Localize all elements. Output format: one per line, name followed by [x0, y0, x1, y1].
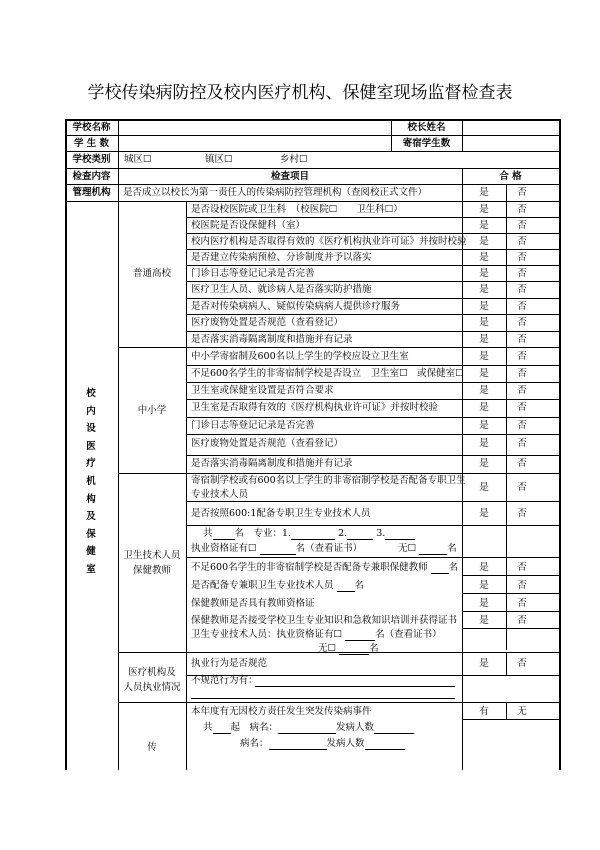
staff-item-1-line2: 专业技术人员	[191, 489, 249, 500]
higher-ed-item-3-no[interactable]: 否	[517, 236, 527, 247]
staff-item-5-yes[interactable]: 是	[479, 598, 489, 609]
outbreak-yes[interactable]: 有	[479, 706, 489, 717]
higher-ed-item-8-yes[interactable]: 是	[479, 317, 489, 328]
primary-secondary-item-7: 是否落实消毒隔离制度和措施并有记录	[191, 458, 353, 469]
higher-ed-item-1: 是否设校医院或卫生科 （校医院☐ 卫生科☐）	[191, 204, 403, 215]
higher-ed-item-6: 医疗卫生人员、就诊病人是否落实防护措施	[191, 284, 372, 295]
category-town-checkbox[interactable]: 镇区☐	[205, 154, 233, 165]
management-label: 管理机构	[72, 187, 111, 198]
higher-ed-item-6-yes[interactable]: 是	[479, 284, 489, 295]
health-staff-label-line1: 卫生技术人员	[123, 550, 181, 561]
staff-item-3-no[interactable]: 否	[517, 562, 527, 573]
higher-ed-item-7-yes[interactable]: 是	[479, 301, 489, 312]
primary-secondary-item-6: 医疗废物处置是否规范（查看登记）	[191, 438, 344, 449]
practice-label-line2: 人员执业情况	[123, 682, 181, 693]
primary-secondary-label: 中小学	[137, 405, 167, 416]
primary-secondary-item-2-yes[interactable]: 是	[479, 368, 489, 379]
primary-secondary-item-2-no[interactable]: 否	[517, 368, 527, 379]
primary-secondary-item-1-no[interactable]: 否	[517, 351, 527, 362]
staff-item-4-no[interactable]: 否	[517, 580, 527, 591]
column-pass-header: 合 格	[499, 171, 522, 182]
higher-ed-item-2-yes[interactable]: 是	[479, 220, 489, 231]
higher-ed-item-3-yes[interactable]: 是	[479, 236, 489, 247]
practice-item-1-no[interactable]: 否	[517, 658, 527, 669]
higher-ed-item-1-yes[interactable]: 是	[479, 204, 489, 215]
higher-ed-item-9-no[interactable]: 否	[517, 334, 527, 345]
primary-secondary-item-1-yes[interactable]: 是	[479, 351, 489, 362]
higher-ed-item-2: 校医院是否设保健科（室）	[191, 220, 306, 231]
primary-secondary-item-6-yes[interactable]: 是	[479, 438, 489, 449]
primary-secondary-item-7-no[interactable]: 否	[517, 458, 527, 469]
staff-item-7-none: 无☐ 名	[318, 643, 379, 654]
higher-ed-item-1-no[interactable]: 否	[517, 204, 527, 215]
practice-item-2: 不规范行为有：	[191, 675, 258, 686]
primary-secondary-item-3-no[interactable]: 否	[517, 385, 527, 396]
staff-item-1-no[interactable]: 否	[517, 482, 527, 493]
management-yes[interactable]: 是	[479, 187, 489, 198]
outbreak-item-1: 本年度有无因校方责任发生突发传染病事件	[191, 706, 372, 717]
staff-item-3: 不足600名学生的非寄宿制学校是否配备专兼职保健教师 名	[191, 562, 459, 573]
staff-item-4: 是否配备专兼职卫生专业技术人员 名	[191, 580, 365, 591]
higher-ed-item-3: 校内医疗机构是否取得有效的《医疗机构执业许可证》并按时校验	[191, 236, 467, 247]
primary-secondary-item-3: 卫生室或保健室设置是否符合要求	[191, 385, 334, 396]
primary-secondary-item-3-yes[interactable]: 是	[479, 385, 489, 396]
outbreak-no[interactable]: 无	[517, 706, 527, 717]
higher-ed-item-7: 是否对传染病病人、疑似传染病病人提供诊疗服务	[191, 301, 401, 312]
primary-secondary-item-2: 不足600名学生的非寄宿制学校是否设立 卫生室☐ 或保健室☐	[191, 368, 464, 379]
health-staff-label-line2: 保健教师	[132, 565, 171, 576]
outbreak-label: 传	[147, 742, 157, 753]
staff-item-3-yes[interactable]: 是	[479, 562, 489, 573]
staff-fill-line-1: 共 名 专业：1. 2. 3.	[203, 528, 415, 540]
higher-ed-item-9: 是否落实消毒隔离制度和措施并有记录	[191, 334, 353, 345]
staff-item-1-yes[interactable]: 是	[479, 482, 489, 493]
practice-item-1: 执业行为是否规范	[191, 658, 268, 669]
staff-item-6-yes[interactable]: 是	[479, 615, 489, 626]
staff-item-7: 卫生专业技术人员：执业资格证有☐ 名（查看证书）	[191, 629, 442, 640]
practice-label-line1: 医疗机构及	[128, 667, 176, 678]
higher-ed-item-2-no[interactable]: 否	[517, 220, 527, 231]
primary-secondary-item-5: 门诊日志等登记记录是否完善	[191, 420, 315, 431]
page-title: 学校传染病防控及校内医疗机构、保健室现场监督检查表	[87, 83, 513, 103]
column-item-header: 检查项目	[270, 171, 309, 182]
staff-item-1-line1: 寄宿制学校或有600名以上学生的非寄宿制学校是否配备专职卫生	[191, 475, 466, 486]
higher-ed-item-4: 是否建立传染病预检、分诊制度并予以落实	[191, 252, 372, 263]
higher-ed-item-8: 医疗废物处置是否规范（查看登记）	[191, 317, 344, 328]
higher-ed-item-8-no[interactable]: 否	[517, 317, 527, 328]
staff-item-2-no[interactable]: 否	[517, 508, 527, 519]
higher-ed-item-9-yes[interactable]: 是	[479, 334, 489, 345]
primary-secondary-item-7-yes[interactable]: 是	[479, 458, 489, 469]
outbreak-fill-line-1: 共 起 病名： 发病人数	[203, 722, 414, 734]
boarder-count-label: 寄宿学生数	[402, 138, 451, 149]
higher-ed-item-6-no[interactable]: 否	[517, 284, 527, 295]
staff-item-2-yes[interactable]: 是	[479, 508, 489, 519]
management-no[interactable]: 否	[517, 187, 527, 198]
category-rural-checkbox[interactable]: 乡村☐	[280, 154, 308, 165]
higher-ed-item-4-no[interactable]: 否	[517, 252, 527, 263]
section-label-medical: 校 内 设 医 疗 机 构 及 保 健 室	[86, 388, 96, 575]
primary-secondary-item-6-no[interactable]: 否	[517, 438, 527, 449]
school-name-label: 学校名称	[72, 122, 111, 133]
practice-item-1-yes[interactable]: 是	[479, 658, 489, 669]
primary-secondary-item-4-no[interactable]: 否	[517, 402, 527, 413]
category-urban-checkbox[interactable]: 城区☐	[124, 154, 152, 165]
staff-item-6-no[interactable]: 否	[517, 615, 527, 626]
outbreak-fill-line-2: 病名： 发病人数	[240, 738, 405, 750]
management-item: 是否成立以校长为第一责任人的传染病防控管理机构（查阅校正式文件）	[123, 187, 428, 198]
primary-secondary-item-5-yes[interactable]: 是	[479, 420, 489, 431]
higher-ed-item-4-yes[interactable]: 是	[479, 252, 489, 263]
primary-secondary-item-4-yes[interactable]: 是	[479, 402, 489, 413]
higher-ed-item-5-yes[interactable]: 是	[479, 268, 489, 279]
primary-secondary-item-1: 中小学寄宿制及600名以上学生的学校应设立卫生室	[191, 351, 409, 362]
staff-item-6: 保健教师是否接受学校卫生专业知识和急救知识培训并获得证书	[191, 615, 458, 626]
staff-item-4-yes[interactable]: 是	[479, 580, 489, 591]
school-category-label: 学校类别	[72, 154, 111, 165]
higher-ed-label: 普通高校	[132, 268, 171, 279]
student-count-label: 学 生 数	[73, 138, 110, 149]
staff-fill-line-2: 执业资格证有☐ 名（查看证书） 无☐ 名	[191, 543, 457, 554]
staff-item-2: 是否按照600:1配备专职卫生专业技术人员	[191, 508, 371, 519]
staff-item-5-no[interactable]: 否	[517, 598, 527, 609]
higher-ed-item-7-no[interactable]: 否	[517, 301, 527, 312]
staff-item-5: 保健教师是否具有教师资格证	[191, 598, 315, 609]
higher-ed-item-5-no[interactable]: 否	[517, 268, 527, 279]
primary-secondary-item-4: 卫生室是否取得有效的《医疗机构执业许可证》并按时校验	[191, 402, 439, 413]
column-content-header: 检查内容	[72, 171, 111, 182]
higher-ed-item-5: 门诊日志等登记记录是否完善	[191, 268, 315, 279]
principal-name-label: 校长姓名	[407, 122, 446, 133]
primary-secondary-item-5-no[interactable]: 否	[517, 420, 527, 431]
